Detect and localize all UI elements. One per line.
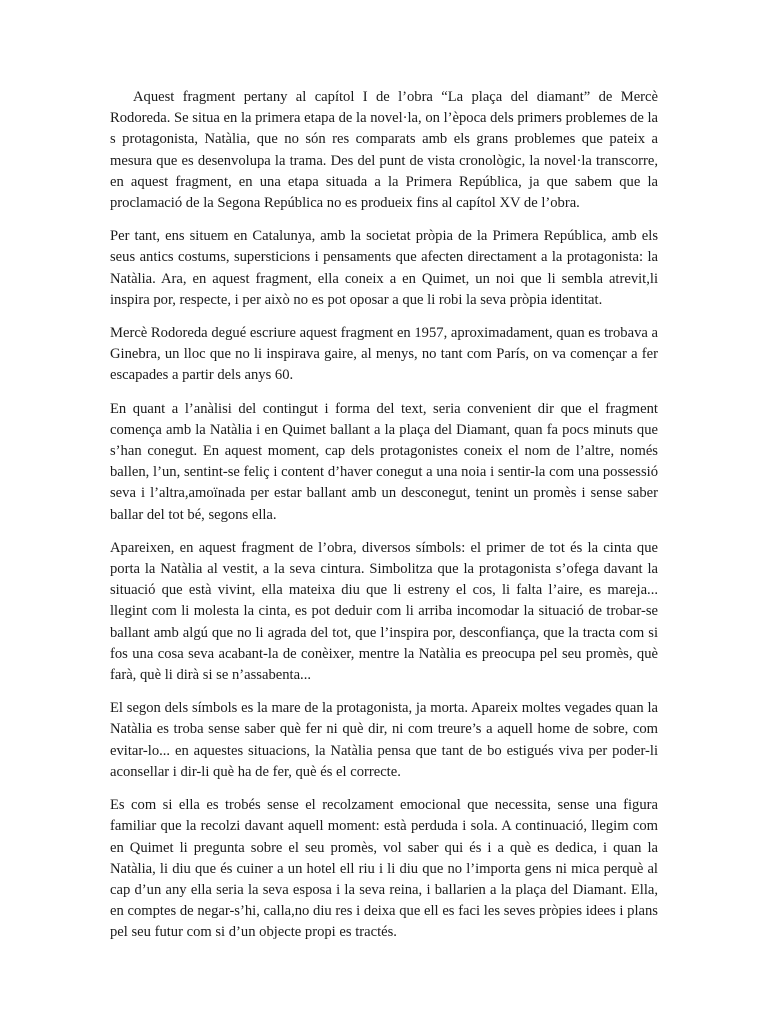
paragraph-4: En quant a l’anàlisi del contingut i forma del text, seria convenient dir que el fragment comença amb la Natàlia i en Quimet ballant a la plaça del Diamant, quan fa pocs minuts que s’han conegut. En aquest moment, cap dels protagonistes coneix el nom de l’altre, només ballen, l’un, sentint-se feliç i content d’haver conegut a una noia i sentir-la com una possessió seva i l’altra,amoïnada per estar ballant amb un desconegut, tenint un promès i sense saber ballar del tot bé, segons ella. (110, 400, 658, 523)
document-page (110, 87, 658, 956)
paragraph-7: Es com si ella es trobés sense el recolzament emocional que necessita, sense una figura familiar que la recolzi davant aquell moment: està perduda i sola. A continuació, llegim com en Quimet li pregunta sobre el seu promès, vol saber qui és i a què es dedica, i quan la Natàlia, li diu que és cuiner a un hotel ell riu i li diu que no l’importa gens ni mica perquè al cap d’un any ella seria la seva esposa i la seva reina, i ballarien a la plaça del Diamant. Ella, en comptes de negar-s’hi, calla,no diu res i deixa que ell es faci les seves pròpies idees i plans pel seu futur com si d’un objecte propi es tractés. (110, 797, 658, 941)
paragraph-3: Mercè Rodoreda degué escriure aquest fragment en 1957, aproximadament, quan es trobava a Ginebra, un lloc que no li inspirava gaire, al menys, no tant com París, on va començar a fer escapades a partir dels anys 60. (110, 325, 658, 384)
paragraph-6: El segon dels símbols es la mare de la protagonista, ja morta. Apareix moltes vegades quan la Natàlia es troba sense saber què fer ni què dir, ni com treure’s a aquell home de sobre, com evitar-lo... en aquestes situacions, la Natàlia pensa que tant de bo estigués viva per poder-li aconsellar i dir-li què ha de fer, què és el correcte. (110, 700, 658, 780)
paragraph-5: Apareixen, en aquest fragment de l’obra, diversos símbols: el primer de tot és la cinta que porta la Natàlia al vestit, a la seva cintura. Simbolitza que la protagonista s’ofega davant la situació que està vivint, ella mateixa diu que li estreny el cos, li falta l’aire, es mareja... llegint com li molesta la cinta, es pot deduir com li arriba incomodar la situació de trobar-se ballant amb algú que no li agrada del tot, que l’inspira por, desconfiança, que la tracta com si fos una cosa seva acabant-la de conèixer, mentre la Natàlia es preocupa pel seu promès, què farà, què li dirà si se n’assabenta... (110, 539, 658, 684)
paragraph-1: Aquest fragment pertany al capítol I de l’obra “La plaça del diamant” de Mercè Rodoreda. Se situa en la primera etapa de la novel·la, on l’època dels primers problemes de la s protagonista, Natàlia, que no són res comparats amb els grans problemes que pateix a mesura que es desenvolupa la trama. Des del punt de vista cronològic, la novel·la transcorre, en aquest fragment, en una etapa situada a la Primera República, ja que sabem que la proclamació de la Segona República no es produeix fins al capítol XV de l’obra. (110, 89, 658, 212)
paragraph-2: Per tant, ens situem en Catalunya, amb la societat pròpia de la Primera República, amb els seus antics costums, supersticions i pensaments que afecten directament a la protagonista: la Natàlia. Ara, en aquest fragment, ella coneix a en Quimet, un noi que li sembla atrevit,li inspira por, respecte, i per això no es pot oposar a que li robi la seva pròpia identitat. (110, 228, 658, 308)
